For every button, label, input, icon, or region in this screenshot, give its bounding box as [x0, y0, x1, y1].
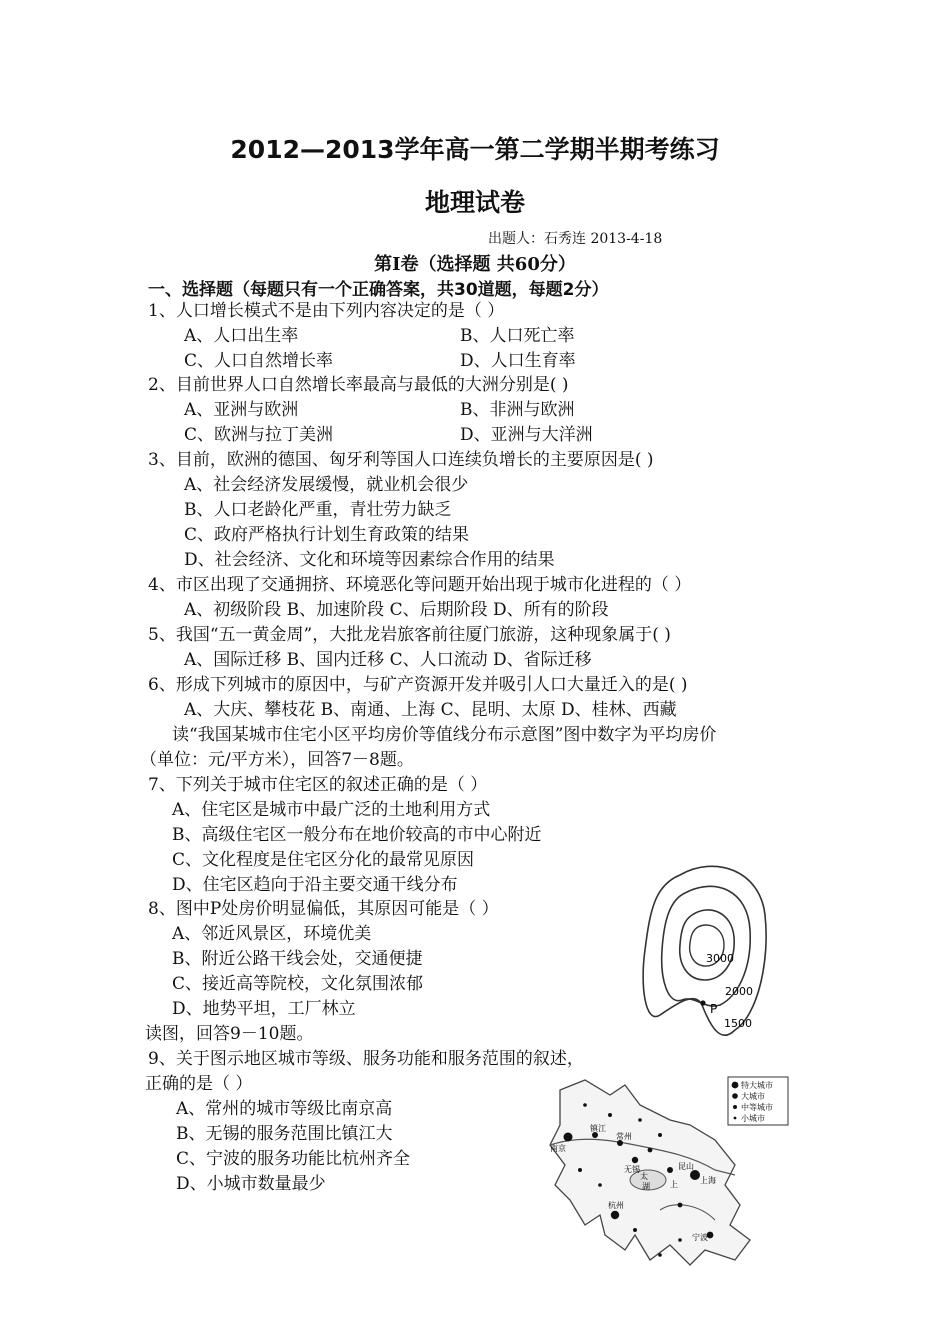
- legend-small-city: 小城市: [741, 1114, 765, 1123]
- question-2-stem: 2、目前世界人口自然增长率最高与最低的大洲分别是( ): [148, 375, 569, 395]
- question-6-options: A、大庆、攀枝花 B、南通、上海 C、昆明、太原 D、桂林、西藏: [184, 700, 677, 720]
- contour-label-2000: 2000: [725, 985, 753, 998]
- point-p-label: P: [710, 1002, 718, 1016]
- city-dot-small: [658, 1133, 662, 1137]
- question-1-option-b: B、人口死亡率: [460, 326, 575, 346]
- house-price-contour-map: [640, 855, 780, 1055]
- question-3-option-b: B、人口老龄化严重，青壮劳力缺乏: [184, 500, 452, 520]
- question-2-option-b: B、非洲与欧洲: [460, 400, 575, 420]
- question-5-options: A、国际迁移 B、国内迁移 C、人口流动 D、省际迁移: [184, 650, 592, 670]
- reading-prompt-line-1: 读“我国某城市住宅小区平均房价等值线分布示意图”图中数字为平均房价: [172, 725, 717, 745]
- question-1-option-a: A、人口出生率: [184, 326, 299, 346]
- question-7-option-a: A、住宅区是城市中最广泛的土地利用方式: [172, 800, 491, 820]
- city-dot-small: [608, 1113, 612, 1117]
- city-dot-small: [678, 1238, 682, 1242]
- question-2-option-c: C、欧洲与拉丁美洲: [184, 425, 334, 445]
- city-dot-medium: [678, 1203, 683, 1208]
- question-1-option-d: D、人口生育率: [460, 351, 576, 371]
- contour-label-3000: 3000: [706, 952, 734, 965]
- city-label-shanghai: 上海: [700, 1176, 716, 1185]
- city-label-zhenjiang: 镇江: [590, 1124, 606, 1133]
- subject-title: 地理试卷: [424, 188, 525, 217]
- question-5-stem: 5、我国“五一黄金周”，大批龙岩旅客前往厦门旅游，这种现象属于( ): [148, 625, 671, 645]
- lake-label-tai: 太: [640, 1172, 648, 1181]
- question-8-option-c: C、接近高等院校，文化氛围浓郁: [172, 974, 424, 994]
- city-label-wuxi: 无锡: [624, 1165, 640, 1174]
- legend-large-city: 大城市: [741, 1092, 765, 1101]
- question-9-option-a: A、常州的城市等级比南京高: [176, 1099, 393, 1119]
- question-9-option-d: D、小城市数量最少: [176, 1174, 326, 1194]
- question-3-option-d: D、社会经济、文化和环境等因素综合作用的结果: [184, 550, 555, 570]
- city-label-kunshan: 昆山: [678, 1162, 694, 1171]
- lake-label-hu: 湖: [642, 1182, 650, 1191]
- question-8-option-b: B、附近公路干线会处，交通便捷: [172, 949, 423, 969]
- reading-prompt-line-2: （单位：元/平方米），回答7－8题。: [140, 750, 414, 770]
- question-9-stem-line-2: 正确的是（ ）: [145, 1074, 253, 1094]
- city-dot-medium: [648, 1148, 653, 1153]
- question-6-stem: 6、形成下列城市的原因中，与矿产资源开发并吸引人口大量迁入的是( ): [148, 675, 688, 695]
- question-1-stem: 1、人口增长模式不是由下列内容决定的是（ ）: [148, 301, 505, 321]
- contour-label-1500: 1500: [724, 1017, 752, 1030]
- city-dot-small: [633, 1228, 637, 1232]
- city-dot-shanghai: [690, 1170, 700, 1180]
- city-label-changzhou: 常州: [616, 1132, 632, 1141]
- question-9-option-c: C、宁波的服务功能比杭州齐全: [176, 1149, 411, 1169]
- city-dot-wuxi: [632, 1157, 638, 1163]
- city-dot-kunshan: [667, 1167, 673, 1173]
- city-dot-small: [638, 1118, 642, 1122]
- question-2-option-a: A、亚洲与欧洲: [184, 400, 299, 420]
- city-hierarchy-map: [540, 1075, 790, 1270]
- city-label-ningbo: 宁波: [692, 1233, 708, 1242]
- question-4-stem: 4、市区出现了交通拥挤、环境恶化等问题开始出现于城市化进程的（ ）: [148, 575, 692, 595]
- contour-line-3000-outer: [680, 910, 734, 980]
- city-dot-small: [658, 1253, 662, 1257]
- part-heading: 第Ⅰ卷（选择题 共60分）: [374, 254, 576, 275]
- city-dot-hangzhou: [611, 1211, 619, 1219]
- legend-mega-city: 特大城市: [741, 1081, 773, 1090]
- section-heading: 一、选择题（每题只有一个正确答案，共30道题，每题2分）: [148, 280, 609, 300]
- city-label-shang: 上: [670, 1180, 678, 1189]
- reading-prompt-2: 读图，回答9－10题。: [145, 1024, 314, 1044]
- question-7-option-b: B、高级住宅区一般分布在地价较高的市中心附近: [172, 825, 542, 845]
- question-7-option-c: C、文化程度是住宅区分化的最常见原因: [172, 850, 475, 870]
- exam-title: 2012—2013学年高一第二学期半期考练习: [230, 135, 720, 164]
- question-7-option-d: D、住宅区趋向于沿主要交通干线分布: [172, 875, 458, 895]
- legend-medium-city-symbol: [733, 1105, 737, 1109]
- city-dot-small: [598, 1183, 602, 1187]
- city-label-nanjing: 南京: [550, 1144, 566, 1153]
- question-9-stem-line-1: 9、关于图示地区城市等级、服务功能和服务范围的叙述，: [148, 1049, 584, 1069]
- city-dot-nanjing: [564, 1133, 573, 1142]
- author-line: 出题人：石秀连 2013-4-18: [488, 231, 663, 247]
- question-3-option-c: C、政府严格执行计划生育政策的结果: [184, 525, 470, 545]
- question-4-options: A、初级阶段 B、加速阶段 C、后期阶段 D、所有的阶段: [184, 600, 609, 620]
- question-7-stem: 7、下列关于城市住宅区的叙述正确的是（ ）: [148, 775, 488, 795]
- legend-small-city-symbol: [734, 1117, 737, 1120]
- city-dot-small: [583, 1103, 587, 1107]
- question-3-stem: 3、目前，欧洲的德国、匈牙利等国人口连续负增长的主要原因是( ): [148, 450, 654, 470]
- question-1-option-c: C、人口自然增长率: [184, 351, 334, 371]
- city-dot-small: [578, 1168, 582, 1172]
- question-8-option-a: A、邻近风景区，环境优美: [172, 924, 372, 944]
- legend-medium-city: 中等城市: [741, 1103, 773, 1112]
- question-2-option-d: D、亚洲与大洋洲: [460, 425, 593, 445]
- legend-mega-city-symbol: [732, 1082, 739, 1089]
- question-8-stem: 8、图中P处房价明显偏低，其原因可能是（ ）: [148, 899, 499, 919]
- legend-large-city-symbol: [732, 1093, 738, 1099]
- question-3-option-a: A、社会经济发展缓慢，就业机会很少: [184, 475, 469, 495]
- city-label-hangzhou: 杭州: [608, 1201, 624, 1210]
- question-8-option-d: D、地势平坦，工厂林立: [172, 999, 356, 1019]
- question-9-option-b: B、无锡的服务范围比镇江大: [176, 1124, 393, 1144]
- point-p-marker: [700, 1000, 705, 1005]
